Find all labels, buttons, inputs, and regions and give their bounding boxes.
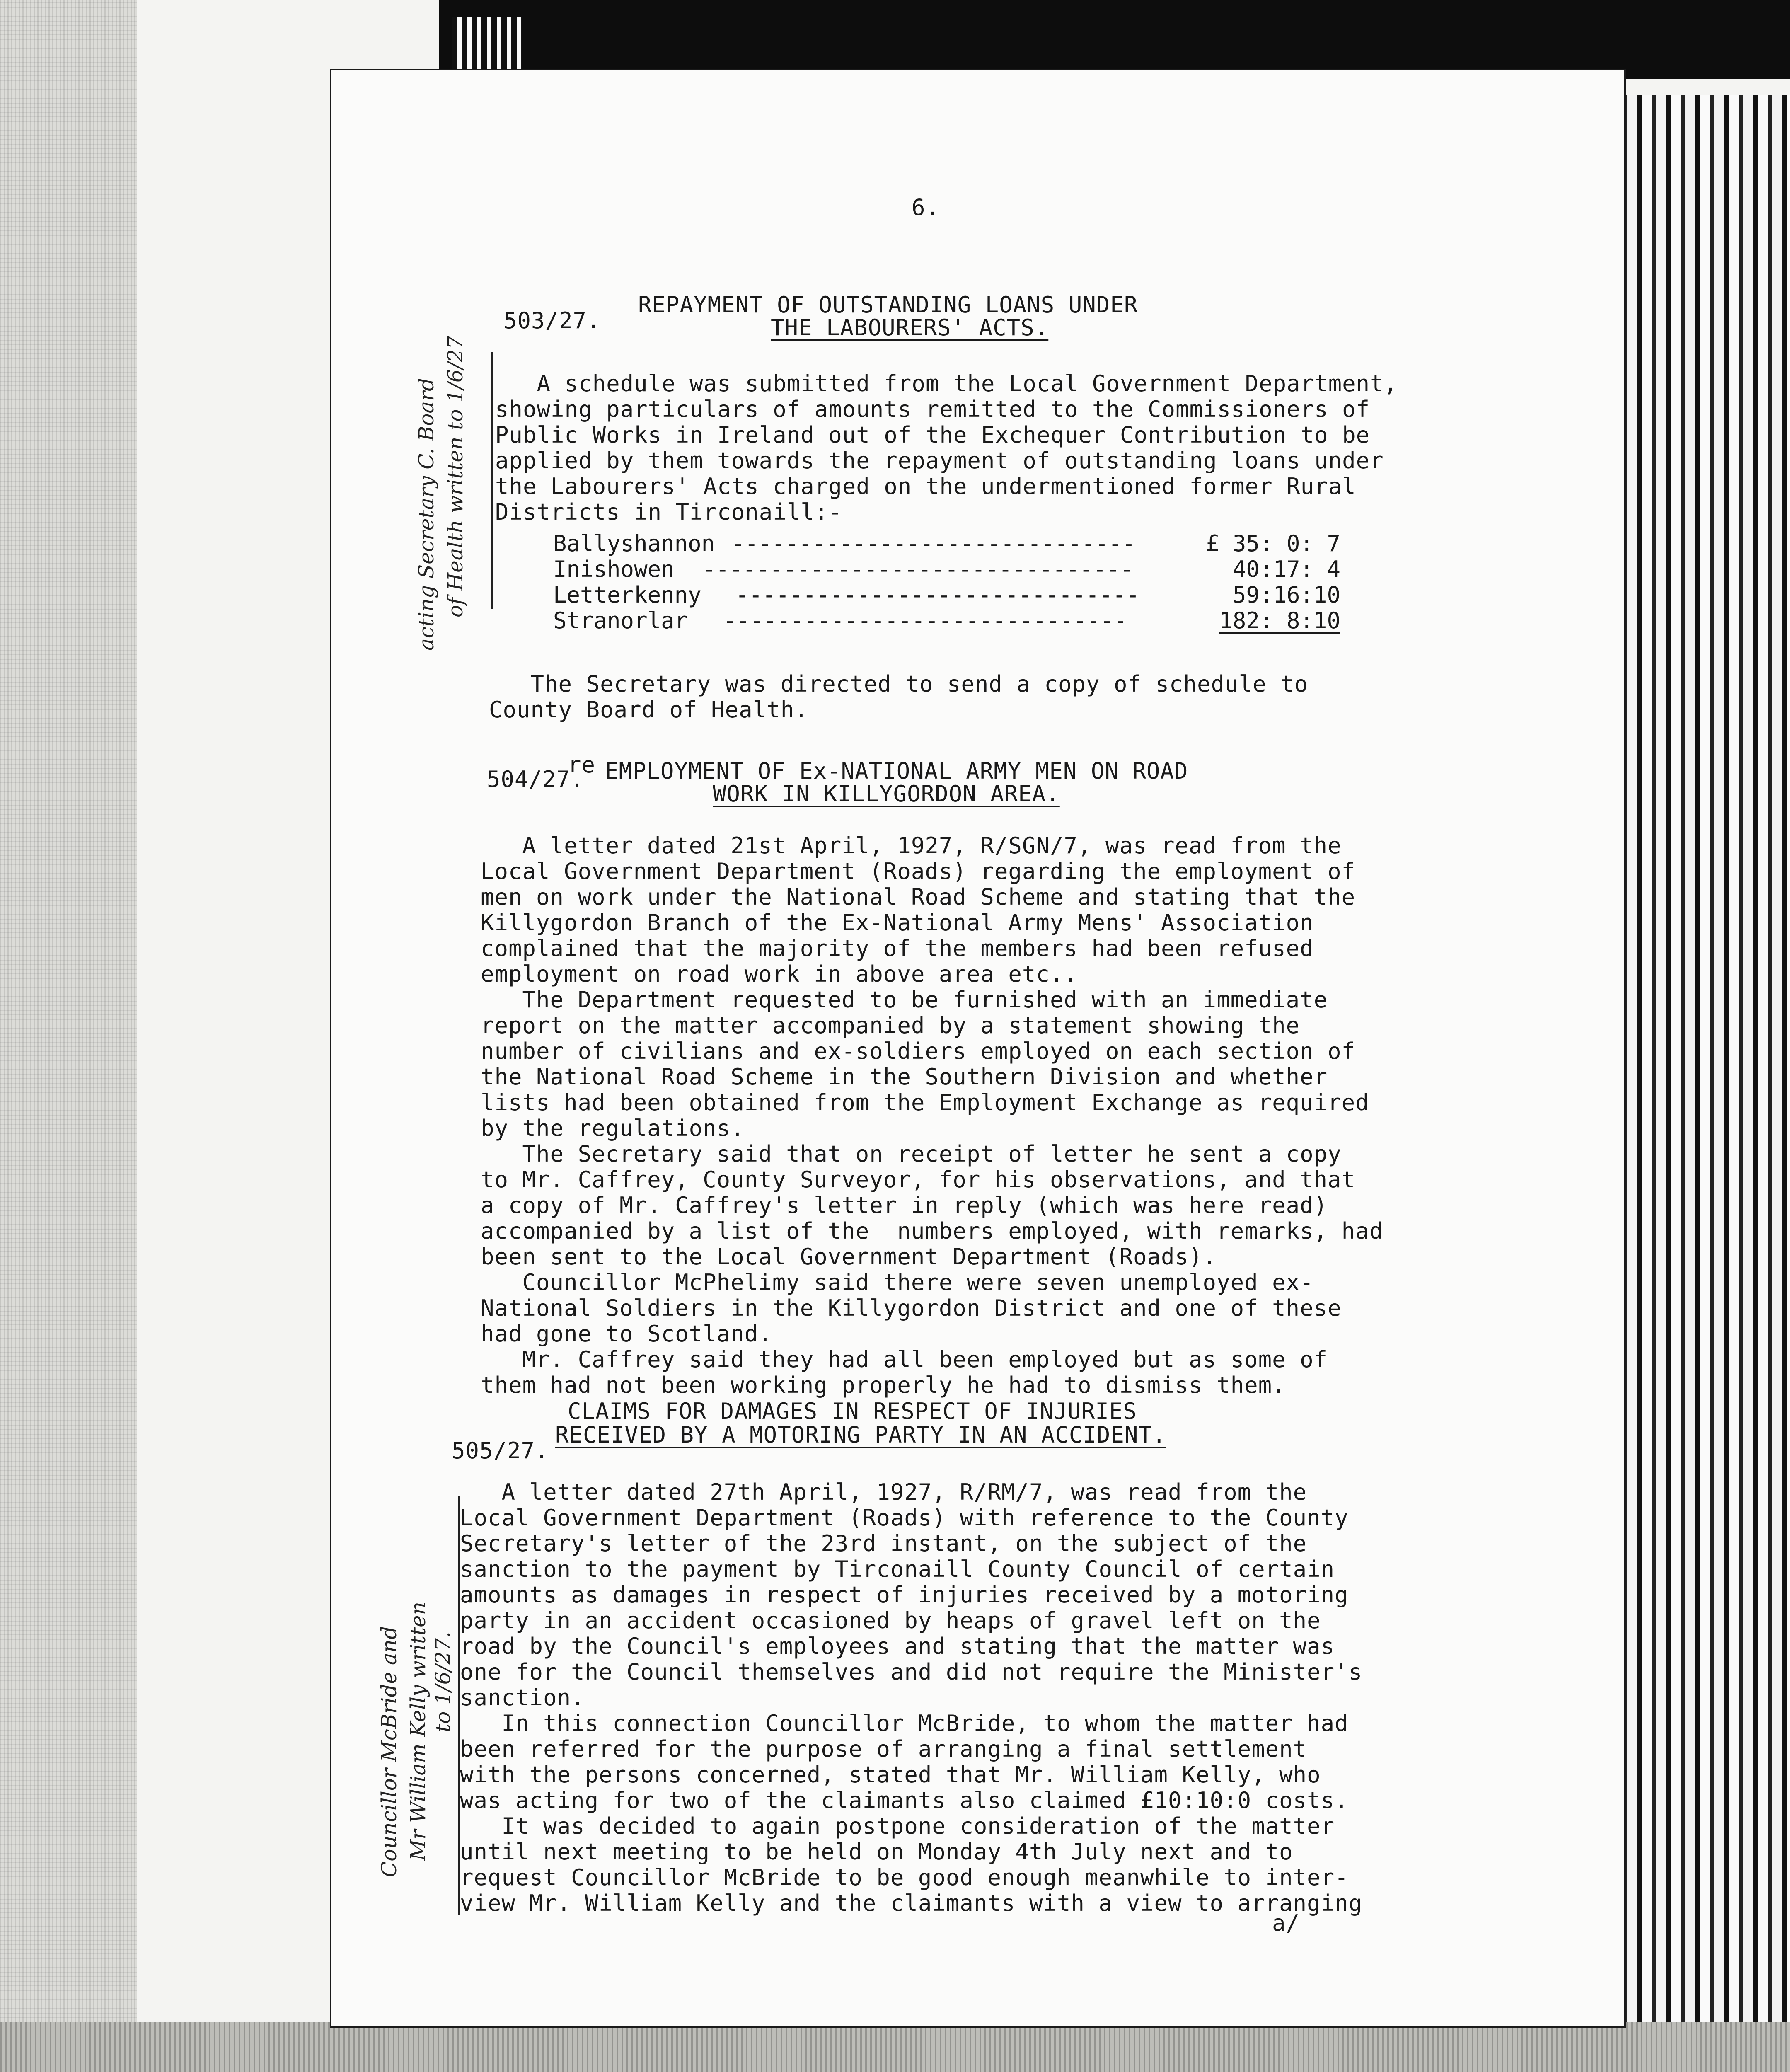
body-line: The Secretary was directed to send a copy of schedule to — [489, 671, 1309, 697]
schedule-row — [553, 530, 1340, 556]
leader-dashes: ------------------------------ — [735, 582, 1140, 608]
minute-ref-503: 503/27. — [503, 307, 601, 334]
body-line: been sent to the Local Government Department (Roads). — [481, 1244, 1217, 1270]
body-line: A letter dated 27th April, 1927, R/RM/7, was read from the — [460, 1479, 1307, 1505]
body-line: the National Road Scheme in the Southern Division and whether — [481, 1064, 1328, 1090]
amount: 182: 8:10 — [1219, 608, 1340, 634]
body-line: employment on road work in above area etc.. — [481, 961, 1078, 987]
body-line: party in an accident occasioned by heaps of gravel left on the — [460, 1607, 1321, 1634]
body-line: Local Government Department (Roads) regarding the employment of — [481, 858, 1356, 884]
body-line: A schedule was submitted from the Local Government Department, — [495, 370, 1398, 397]
schedule-row — [553, 556, 1340, 582]
body-line: sanction. — [460, 1685, 585, 1711]
body-line: them had not been working properly he had to dismiss them. — [481, 1372, 1286, 1398]
margin-bracket-503 — [491, 352, 493, 609]
body-line: until next meeting to be held on Monday 4th July next and to — [460, 1839, 1293, 1865]
body-line: Secretary's letter of the 23rd instant, on the subject of the — [460, 1530, 1307, 1556]
minute-ref-504: 504/27. — [487, 766, 584, 792]
body-line: by the regulations. — [481, 1115, 745, 1141]
schedule-row — [553, 608, 1340, 633]
body-line: In this connection Councillor McBride, to whom the matter had — [460, 1710, 1349, 1736]
body-line: view Mr. William Kelly and the claimants with a view to arranging — [460, 1890, 1363, 1916]
body-line: Local Government Department (Roads) with reference to the County — [460, 1505, 1349, 1531]
body-line: number of civilians and ex-soldiers employed on each section of — [481, 1038, 1356, 1064]
leader-dashes: -------------------------------- — [702, 556, 1134, 582]
body-line: The Secretary said that on receipt of letter he sent a copy — [481, 1141, 1342, 1167]
section-subheading-504: WORK IN KILLYGORDON AREA. — [713, 781, 1060, 807]
margin-note-505-line1: Councillor McBride and — [377, 1626, 401, 1877]
book-page-edges — [1608, 95, 1790, 2022]
district-name: Letterkenny — [553, 582, 701, 608]
scan-margin-left — [0, 0, 137, 2072]
section-subheading-505: RECEIVED BY A MOTORING PARTY IN AN ACCIDENT. — [555, 1422, 1166, 1448]
catchword: a/ — [1272, 1910, 1300, 1936]
body-line: County Board of Health. — [489, 697, 808, 723]
margin-note-505-line3: to 1/6/27. — [431, 1631, 455, 1732]
document-page — [331, 70, 1624, 2026]
body-line: It was decided to again postpone consideration of the matter — [460, 1813, 1335, 1839]
body-line: National Soldiers in the Killygordon District and one of these — [481, 1295, 1342, 1321]
body-line: showing particulars of amounts remitted to the Commissioners of — [495, 396, 1370, 422]
body-line: Killygordon Branch of the Ex-National Army Mens' Association — [481, 910, 1314, 936]
body-line: with the persons concerned, stated that Mr. William Kelly, who — [460, 1762, 1321, 1788]
page-number: 6. — [912, 194, 940, 220]
section-heading-503: REPAYMENT OF OUTSTANDING LOANS UNDER — [638, 292, 1138, 318]
body-line: lists had been obtained from the Employment Exchange as required — [481, 1089, 1369, 1116]
body-line: a copy of Mr. Caffrey's letter in reply (which was here read) — [481, 1192, 1328, 1218]
minute-ref-505: 505/27. — [452, 1438, 549, 1464]
binding-clip — [452, 17, 522, 79]
body-line: men on work under the National Road Scheme and stating that the — [481, 884, 1356, 910]
body-line: A letter dated 21st April, 1927, R/SGN/7, was read from the — [481, 833, 1342, 859]
schedule-row — [553, 582, 1340, 608]
body-line: had gone to Scotland. — [481, 1321, 772, 1347]
leader-dashes: ------------------------------ — [731, 530, 1136, 557]
body-line: The Department requested to be furnished with an immediate — [481, 987, 1328, 1013]
body-line: one for the Council themselves and did not require the Minister's — [460, 1659, 1363, 1685]
body-line: was acting for two of the claimants also claimed £10:10:0 costs. — [460, 1787, 1349, 1813]
amount: 40:17: 4 — [1232, 556, 1340, 582]
margin-note-503-line2: of Health written to 1/6/27 — [443, 336, 467, 617]
section-heading-505: CLAIMS FOR DAMAGES IN RESPECT OF INJURIES — [568, 1398, 1137, 1424]
body-line: Districts in Tirconaill:- — [495, 499, 842, 525]
heading-prefix-504: re — [568, 752, 596, 778]
body-line: applied by them towards the repayment of outstanding loans under — [495, 448, 1384, 474]
amount: 59:16:10 — [1232, 582, 1340, 608]
district-name: Inishowen — [553, 556, 675, 582]
body-line: complained that the majority of the members had been refused — [481, 935, 1314, 961]
section-heading-504: EMPLOYMENT OF Ex-NATIONAL ARMY MEN ON ROAD — [605, 758, 1188, 784]
district-name: Stranorlar — [553, 608, 688, 634]
body-line: report on the matter accompanied by a statement showing the — [481, 1012, 1300, 1038]
body-line: accompanied by a list of the numbers employed, with remarks, had — [481, 1218, 1384, 1244]
margin-bracket-505 — [458, 1496, 460, 1915]
district-name: Ballyshannon — [553, 530, 715, 557]
schedule-table — [553, 530, 1340, 655]
body-line: request Councillor McBride to be good enough meanwhile to inter- — [460, 1864, 1349, 1890]
body-line: Mr. Caffrey said they had all been employed but as some of — [481, 1346, 1328, 1372]
body-line: road by the Council's employees and stating that the matter was — [460, 1633, 1335, 1659]
amount: £ 35: 0: 7 — [1205, 530, 1340, 557]
margin-note-505-line2: Mr William Kelly written — [406, 1602, 430, 1861]
leader-dashes: ------------------------------ — [723, 608, 1127, 634]
body-line: Public Works in Ireland out of the Exchequer Contribution to be — [495, 422, 1370, 448]
scan-shadow-top — [439, 0, 1790, 79]
body-line: the Labourers' Acts charged on the undermentioned former Rural — [495, 473, 1356, 499]
margin-note-503-line1: acting Secretary C. Board — [414, 378, 438, 651]
body-line: to Mr. Caffrey, County Surveyor, for his observations, and that — [481, 1167, 1356, 1193]
section-subheading-503: THE LABOURERS' ACTS. — [771, 315, 1049, 341]
body-line: amounts as damages in respect of injuries received by a motoring — [460, 1582, 1349, 1608]
scan-margin-bottom — [0, 2022, 1790, 2072]
body-line: Councillor McPhelimy said there were seven unemployed ex- — [481, 1269, 1314, 1295]
body-line: been referred for the purpose of arranging a final settlement — [460, 1736, 1307, 1762]
body-line: sanction to the payment by Tirconaill County Council of certain — [460, 1556, 1335, 1582]
